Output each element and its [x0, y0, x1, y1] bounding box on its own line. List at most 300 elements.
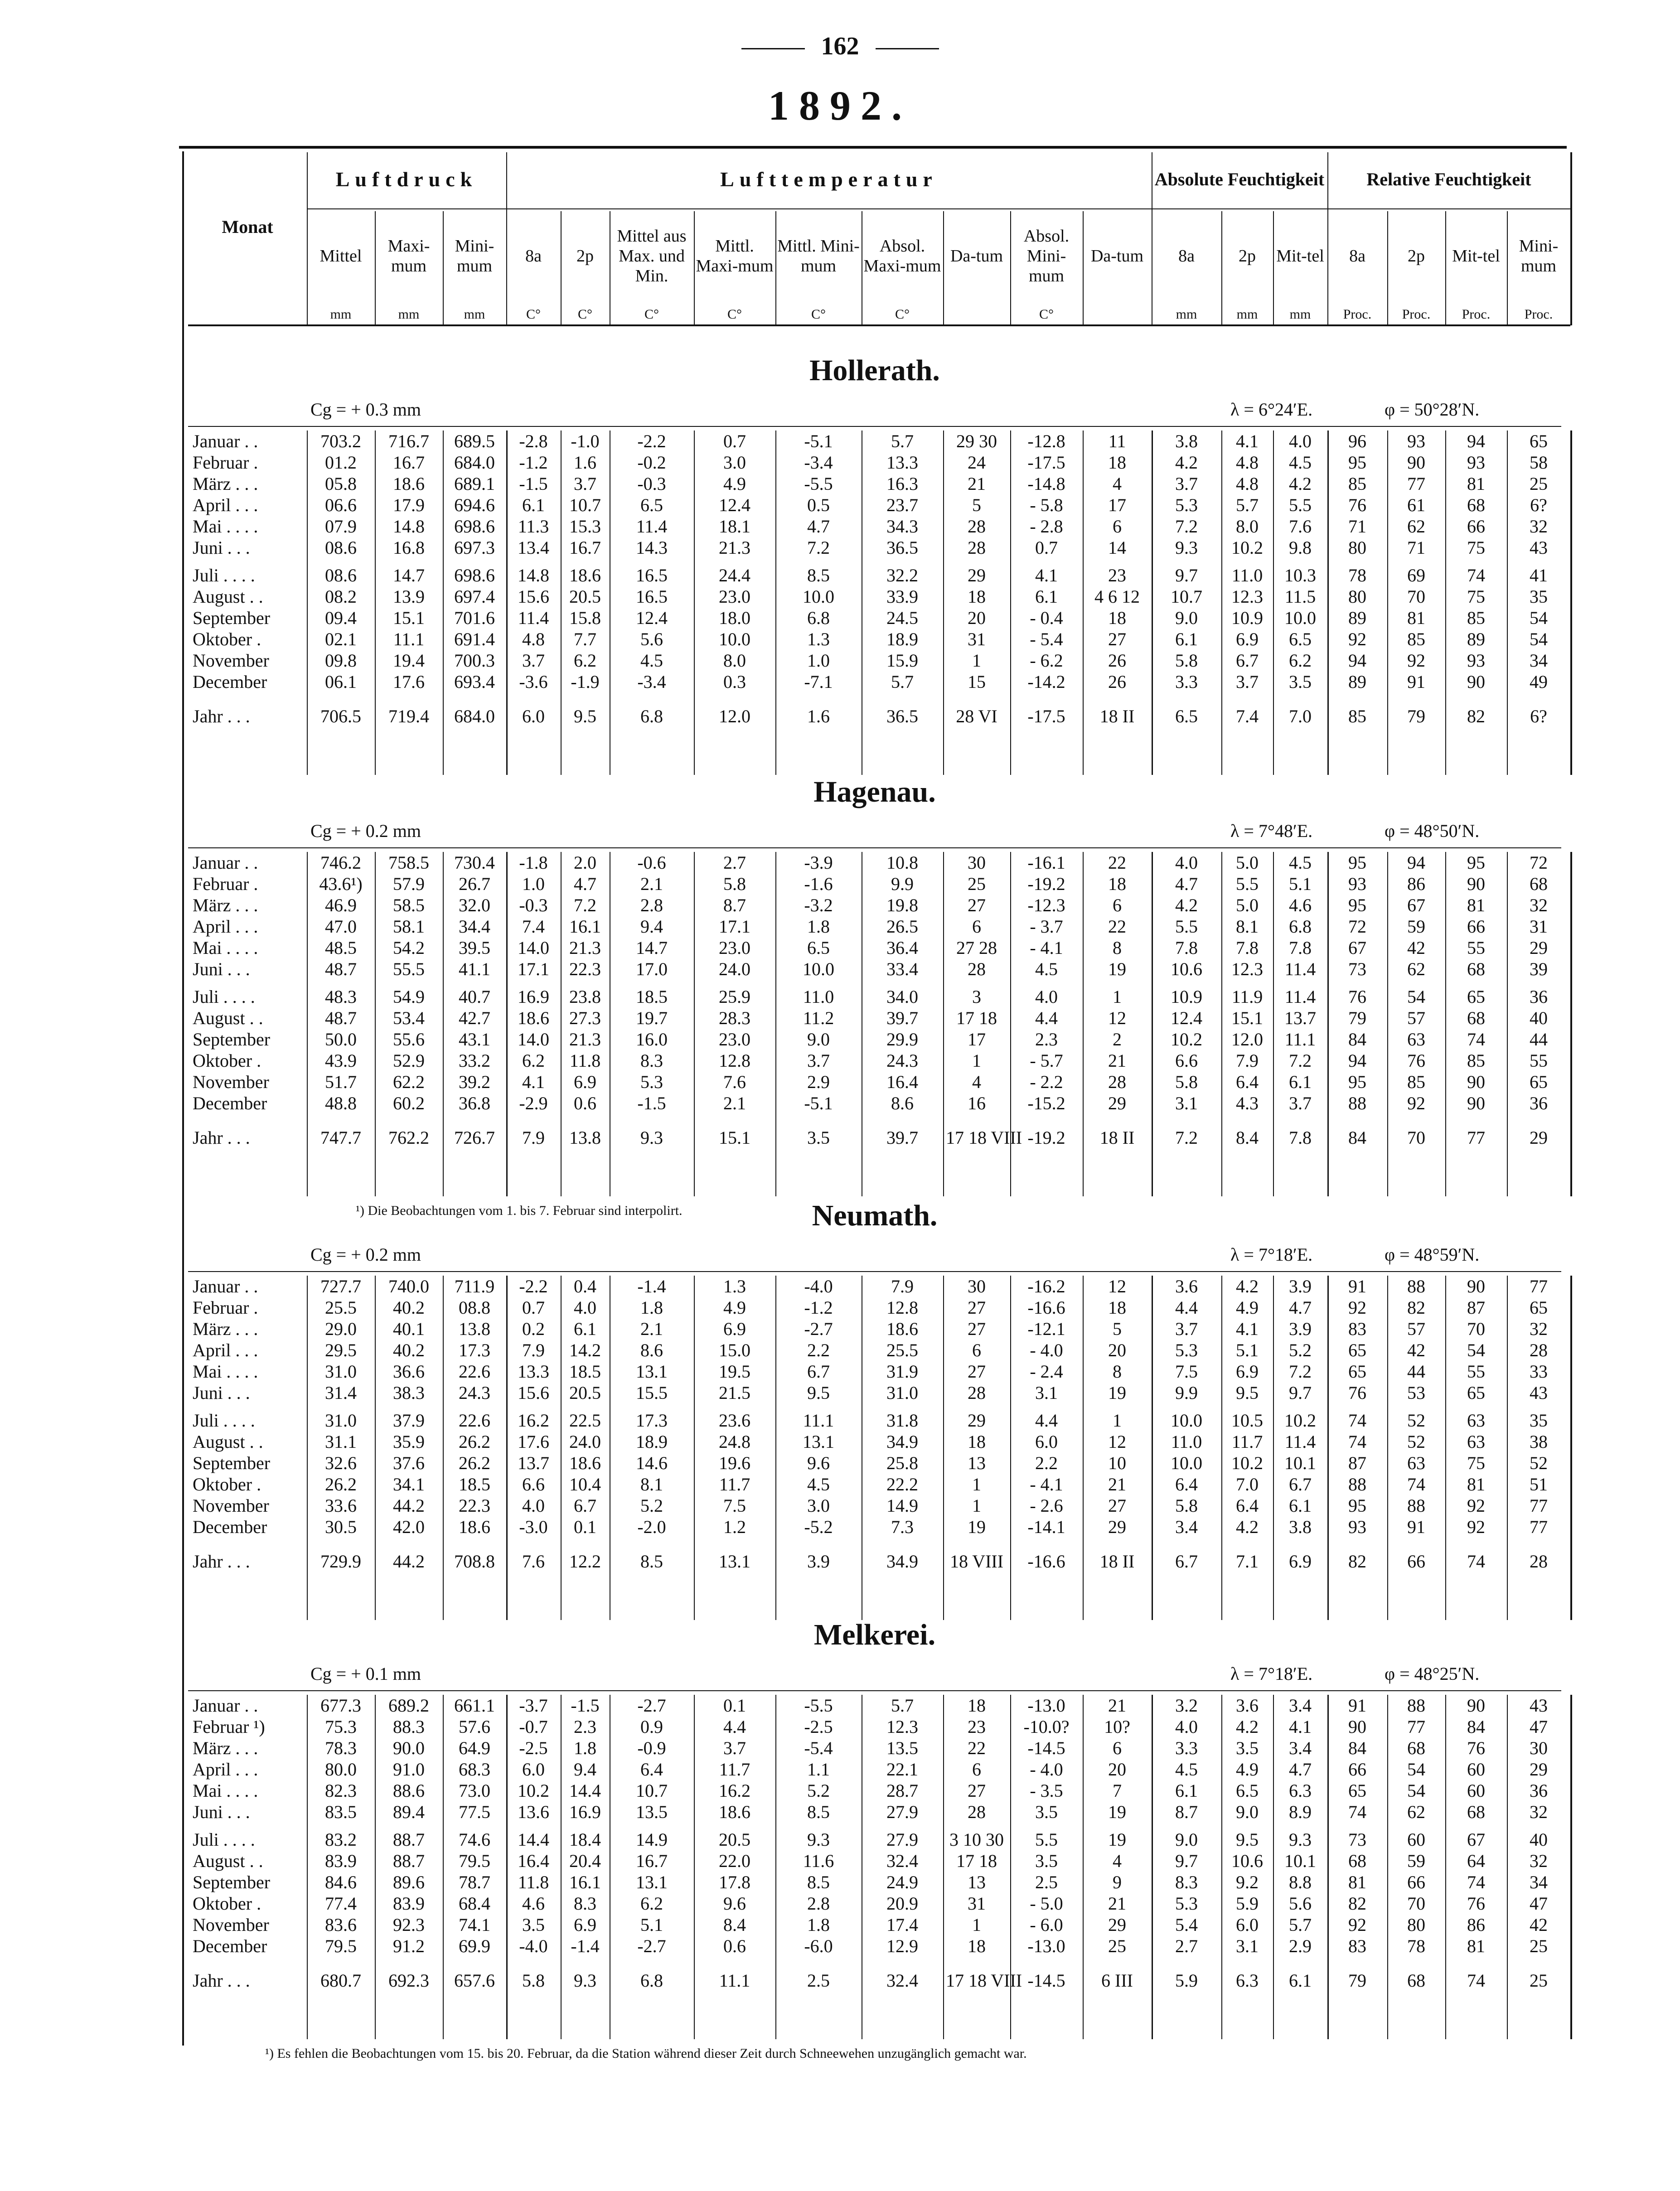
table-row [188, 1935, 1570, 1957]
table-cell: 7.2 [807, 537, 830, 558]
header-vline-minor [943, 211, 944, 325]
header-unit-1: mm [330, 306, 352, 322]
table-cell: 6.9 [574, 1072, 596, 1092]
table-cell: 8.5 [807, 1802, 830, 1822]
table-cell: -0.7 [519, 1717, 548, 1737]
table-cell: 16.1 [569, 1872, 601, 1892]
column-rule [1273, 1276, 1274, 1620]
table-cell: 1.3 [723, 1276, 746, 1296]
table-cell: -10.0? [1023, 1717, 1070, 1737]
header-unit-8: C° [811, 306, 826, 322]
table-cell: 20 [1108, 1759, 1126, 1780]
header-vline-minor [1221, 211, 1222, 325]
month-label: Januar . . [193, 852, 258, 873]
table-cell: 8.4 [723, 1915, 746, 1935]
table-cell: 89.4 [393, 1802, 425, 1822]
table-cell: -0.2 [637, 452, 666, 473]
table-cell: 14.2 [569, 1340, 601, 1360]
table-cell: -16.2 [1027, 1276, 1065, 1296]
table-cell: 13.8 [459, 1319, 490, 1339]
table-cell: 54 [1530, 629, 1548, 649]
table-cell: 3.4 [1175, 1517, 1198, 1537]
table-cell: -14.5 [1027, 1738, 1065, 1758]
month-label: Januar . . [193, 431, 258, 451]
table-cell: 4.6 [1289, 895, 1312, 915]
table-cell: 68 [1407, 1738, 1425, 1758]
month-label: Februar ¹) [193, 1717, 265, 1737]
table-cell: 59 [1407, 1851, 1425, 1871]
table-cell: 25 [1530, 474, 1548, 494]
table-cell: 27 [968, 1780, 986, 1801]
table-cell: 5.4 [1175, 1915, 1198, 1935]
table-cell: 2.5 [807, 1970, 830, 1991]
table-cell: 7.4 [522, 916, 545, 937]
table-cell: 4.5 [640, 650, 663, 671]
table-cell: 9.7 [1175, 565, 1198, 585]
table-cell: -3.9 [804, 852, 833, 873]
table-cell: 3.0 [723, 452, 746, 473]
table-cell: 2.3 [1035, 1029, 1058, 1050]
table-cell: 6.2 [574, 650, 596, 671]
column-rule [943, 852, 944, 1196]
table-cell: 27 28 [956, 938, 997, 958]
table-cell: 88.7 [393, 1829, 425, 1850]
header-lufttemperatur: Lufttemperatur [720, 167, 938, 191]
table-cell: 1 [1113, 987, 1122, 1007]
table-cell: 62 [1407, 1802, 1425, 1822]
table-row [188, 1410, 1570, 1431]
table-cell: 6.7 [574, 1495, 596, 1516]
table-cell: 88 [1348, 1093, 1366, 1113]
month-label: Jahr . . . [193, 1551, 250, 1572]
table-cell: 26 [1108, 672, 1126, 692]
table-cell: 23 [1108, 565, 1126, 585]
header-col-14: 2p [1239, 247, 1256, 266]
table-cell: 92.3 [393, 1915, 425, 1935]
table-cell: 1.3 [807, 629, 830, 649]
table-row [188, 1495, 1570, 1516]
column-rule [443, 852, 444, 1196]
table-cell: -1.5 [519, 474, 548, 494]
table-cell: 700.3 [454, 650, 495, 671]
table-cell: -3.6 [519, 672, 548, 692]
table-cell: 22.2 [886, 1474, 918, 1495]
table-cell: 5.6 [1289, 1893, 1312, 1914]
table-cell: 3.7 [1175, 474, 1198, 494]
table-cell: 36.4 [886, 938, 918, 958]
column-rule [561, 430, 562, 775]
table-cell: 85 [1348, 706, 1366, 726]
table-cell: 4.0 [522, 1495, 545, 1516]
table-row [188, 1431, 1570, 1452]
table-cell: 4.3 [1236, 1093, 1259, 1113]
table-cell: 22.3 [569, 959, 601, 979]
table-cell: 7.8 [1289, 1127, 1312, 1148]
table-cell: 90.0 [393, 1738, 425, 1758]
table-cell: -16.6 [1027, 1297, 1065, 1318]
table-cell: 29 [1530, 1759, 1548, 1780]
page-number-text: 162 [821, 32, 859, 60]
table-cell: 10.9 [1231, 608, 1263, 628]
table-cell: 11.5 [1284, 586, 1316, 607]
table-cell: 90 [1467, 1072, 1485, 1092]
table-cell: 11.8 [518, 1872, 549, 1892]
column-rule-right [1570, 1276, 1572, 1620]
table-cell: 6 III [1101, 1970, 1133, 1991]
table-cell: 15.8 [569, 608, 601, 628]
table-cell: 79 [1348, 1970, 1366, 1991]
column-rule [1221, 430, 1222, 775]
table-cell: 17 18 VIII [946, 1970, 1022, 1991]
table-cell: 1.8 [574, 1738, 596, 1758]
table-cell: 2.1 [640, 874, 663, 894]
table-cell: -13.0 [1027, 1936, 1065, 1956]
table-cell: 32.4 [886, 1970, 918, 1991]
table-cell: 16.8 [393, 537, 425, 558]
table-cell: 33.9 [886, 586, 918, 607]
table-row [188, 1516, 1570, 1538]
table-cell: -12.1 [1027, 1319, 1065, 1339]
table-cell: 6.7 [807, 1361, 830, 1382]
table-cell: 28 [968, 537, 986, 558]
table-cell: 684.0 [454, 706, 495, 726]
table-cell: 88 [1407, 1276, 1425, 1296]
table-cell: 11.1 [393, 629, 425, 649]
table-cell: 24.9 [886, 1872, 918, 1892]
table-cell: -19.2 [1027, 1127, 1065, 1148]
table-cell: 90 [1467, 672, 1485, 692]
table-cell: 12 [1108, 1276, 1126, 1296]
table-cell: 691.4 [454, 629, 495, 649]
table-cell: 34 [1530, 650, 1548, 671]
table-cell: 661.1 [454, 1695, 495, 1716]
table-cell: - 4.1 [1030, 938, 1063, 958]
table-cell: 20 [968, 608, 986, 628]
table-cell: 71 [1348, 516, 1366, 537]
table-cell: 32.6 [325, 1453, 357, 1473]
table-cell: 9.5 [1236, 1383, 1259, 1403]
table-cell: 33.2 [459, 1050, 490, 1071]
header-unit-6: C° [644, 306, 659, 322]
table-cell: 6 [972, 1340, 981, 1360]
table-cell: 4.7 [574, 874, 596, 894]
table-cell: 9.7 [1175, 1851, 1198, 1871]
table-cell: 1.1 [807, 1759, 830, 1780]
table-cell: 5.7 [891, 672, 914, 692]
table-cell: 13.5 [886, 1738, 918, 1758]
table-row [188, 1029, 1570, 1050]
table-cell: 18.6 [459, 1517, 490, 1537]
gap-cell [188, 1538, 1570, 1544]
table-cell: 9.3 [807, 1829, 830, 1850]
table-cell: 37.9 [393, 1410, 425, 1431]
table-cell: 0.7 [522, 1297, 545, 1318]
table-cell: 18 [968, 586, 986, 607]
dash-right [876, 48, 939, 49]
header-unit-4: C° [526, 306, 541, 322]
table-cell: 18 II [1099, 706, 1135, 726]
table-cell: 11.1 [719, 1970, 750, 1991]
table-cell: 79.5 [325, 1936, 357, 1956]
table-cell: 55 [1467, 938, 1485, 958]
table-cell: 23.0 [719, 586, 750, 607]
table-cell: 74 [1348, 1802, 1366, 1822]
table-cell: 54 [1407, 1780, 1425, 1801]
table-cell: 31 [1530, 916, 1548, 937]
table-cell: 14.0 [518, 938, 549, 958]
table-cell: 11.9 [1231, 987, 1263, 1007]
table-cell: 10.0 [1284, 608, 1316, 628]
column-rule [1221, 1695, 1222, 2039]
table-cell: 31.0 [325, 1361, 357, 1382]
table-cell: 7.2 [1175, 1127, 1198, 1148]
table-cell: -12.8 [1027, 431, 1065, 451]
table-cell: 24.0 [569, 1432, 601, 1452]
table-cell: -2.0 [637, 1517, 666, 1537]
station-section [188, 1618, 1561, 2061]
table-cell: 680.7 [320, 1970, 361, 1991]
table-cell: 0.6 [574, 1093, 596, 1113]
table-cell: 21.3 [569, 938, 601, 958]
table-cell: 37.6 [393, 1453, 425, 1473]
table-cell: 21.3 [569, 1029, 601, 1050]
table-cell: 3.2 [1175, 1695, 1198, 1716]
table-cell: 35 [1530, 1410, 1548, 1431]
table-cell: 31.4 [325, 1383, 357, 1403]
column-rule [1327, 1276, 1329, 1620]
table-cell: 47 [1530, 1893, 1548, 1914]
table-cell: 38 [1530, 1432, 1548, 1452]
table-cell: 57.6 [459, 1717, 490, 1737]
table-cell: 80 [1348, 537, 1366, 558]
header-vline-major [1327, 152, 1328, 325]
table-cell: 76 [1407, 1050, 1425, 1071]
table-cell: -16.6 [1027, 1551, 1065, 1572]
month-label: Juli . . . . [193, 987, 255, 1007]
table-cell: 42 [1407, 1340, 1425, 1360]
table-cell: 6.3 [1289, 1780, 1312, 1801]
table-cell: 92 [1467, 1495, 1485, 1516]
table-cell: 3.9 [1289, 1276, 1312, 1296]
table-cell: 74 [1467, 565, 1485, 585]
header-col-3: Mini-mum [455, 237, 494, 276]
table-cell: 10? [1104, 1717, 1130, 1737]
table-cell: 11.4 [518, 608, 549, 628]
table-cell: 15.1 [719, 1127, 750, 1148]
table-cell: 4.6 [522, 1893, 545, 1914]
column-rule [1507, 852, 1508, 1196]
table-cell: 81 [1467, 895, 1485, 915]
table-cell: 88.7 [393, 1851, 425, 1871]
table-cell: 6.4 [1175, 1474, 1198, 1495]
table-cell: 43 [1530, 537, 1548, 558]
table-cell: 15.6 [518, 1383, 549, 1403]
table-cell: -13.0 [1027, 1695, 1065, 1716]
table-cell: 8.3 [574, 1893, 596, 1914]
station-table [188, 852, 1570, 1148]
table-cell: 7.0 [1236, 1474, 1259, 1495]
table-cell: 16.9 [518, 987, 549, 1007]
table-cell: 76 [1467, 1738, 1485, 1758]
table-cell: 18.6 [886, 1319, 918, 1339]
table-row [188, 1276, 1570, 1297]
table-cell: 70 [1407, 586, 1425, 607]
table-cell: 701.6 [454, 608, 495, 628]
year-summary-row [188, 1963, 1570, 1991]
table-cell: 1.2 [723, 1517, 746, 1537]
header-unit-2: mm [398, 306, 420, 322]
table-cell: 17.8 [719, 1872, 750, 1892]
table-cell: 3.1 [1236, 1936, 1259, 1956]
table-cell: 88.6 [393, 1780, 425, 1801]
table-cell: -14.2 [1027, 672, 1065, 692]
table-cell: 7.8 [1175, 938, 1198, 958]
table-cell: 87 [1467, 1297, 1485, 1318]
table-cell: 25 [1530, 1936, 1548, 1956]
month-label: Jahr . . . [193, 706, 250, 726]
table-row [188, 1474, 1570, 1495]
table-cell: 11.7 [719, 1759, 750, 1780]
header-col-1: Mittel [320, 247, 362, 266]
month-label: März . . . [193, 895, 258, 915]
table-cell: -14.8 [1027, 474, 1065, 494]
table-cell: 4.4 [1175, 1297, 1198, 1318]
table-cell: 93 [1467, 650, 1485, 671]
table-cell: -14.1 [1027, 1517, 1065, 1537]
table-cell: 28 [968, 1802, 986, 1822]
table-cell: 36.8 [459, 1093, 490, 1113]
table-cell: 29 [1108, 1517, 1126, 1537]
month-label: November [193, 1072, 269, 1092]
table-cell: 12.3 [1231, 586, 1263, 607]
table-row [188, 607, 1570, 629]
table-cell: 3.7 [1236, 672, 1259, 692]
table-cell: 2.8 [807, 1893, 830, 1914]
column-rule [1327, 1695, 1329, 2039]
table-cell: 77 [1407, 1717, 1425, 1737]
column-rule [1507, 430, 1508, 775]
table-cell: 684.0 [454, 452, 495, 473]
table-cell: 36.6 [393, 1361, 425, 1382]
column-rule [506, 1695, 508, 2039]
table-cell: 6.5 [1175, 706, 1198, 726]
table-cell: 6.0 [522, 706, 545, 726]
station-rule [188, 1271, 1561, 1272]
station-name: Hollerath. [809, 354, 940, 387]
table-cell: 17 18 [956, 1008, 997, 1028]
table-cell: 10.0 [803, 959, 834, 979]
header-col-13: 8a [1178, 247, 1195, 266]
table-cell: 64.9 [459, 1738, 490, 1758]
table-cell: 73.0 [459, 1780, 490, 1801]
table-cell: 4.2 [1175, 452, 1198, 473]
column-rule [1221, 852, 1222, 1196]
table-cell: 0.7 [723, 431, 746, 451]
table-cell: 42.7 [459, 1008, 490, 1028]
column-rule [1152, 1695, 1153, 2039]
table-cell: 2.3 [574, 1717, 596, 1737]
table-cell: 7.2 [1289, 1050, 1312, 1071]
column-rule-right [1570, 1695, 1572, 2039]
table-cell: 66 [1348, 1759, 1366, 1780]
table-cell: 75 [1467, 586, 1485, 607]
table-cell: 65 [1530, 431, 1548, 451]
table-cell: 1.8 [807, 1915, 830, 1935]
month-label: September [193, 1029, 271, 1050]
month-label: Januar . . [193, 1695, 258, 1716]
table-cell: 10.8 [886, 852, 918, 873]
column-rule [375, 430, 376, 775]
table-cell: 65 [1348, 1780, 1366, 1801]
table-cell: 40 [1530, 1829, 1548, 1850]
table-cell: 63 [1467, 1432, 1485, 1452]
table-cell: 34.0 [886, 987, 918, 1007]
table-cell: 9.0 [1175, 608, 1198, 628]
table-cell: -5.1 [804, 431, 833, 451]
table-cell: 7.9 [891, 1276, 914, 1296]
table-cell: 9.0 [1236, 1802, 1259, 1822]
table-cell: 14.4 [518, 1829, 549, 1850]
month-label: Juli . . . . [193, 1829, 255, 1850]
month-label: September [193, 1453, 271, 1473]
table-cell: 11.1 [803, 1410, 834, 1431]
table-cell: 76 [1348, 987, 1366, 1007]
table-cell: 63 [1407, 1029, 1425, 1050]
table-cell: 22.0 [719, 1851, 750, 1871]
table-cell: 27 [968, 1297, 986, 1318]
table-cell: 32 [1530, 895, 1548, 915]
table-row [188, 1093, 1570, 1114]
table-cell: 72 [1530, 852, 1548, 873]
station-section [188, 1199, 1561, 1606]
month-label: März . . . [193, 474, 258, 494]
table-cell: 18.6 [569, 565, 601, 585]
table-cell: 48.5 [325, 938, 357, 958]
table-cell: 31.1 [325, 1432, 357, 1452]
table-cell: 69.9 [459, 1936, 490, 1956]
table-cell: 5.7 [1289, 1915, 1312, 1935]
table-cell: 0.1 [723, 1695, 746, 1716]
table-cell: 9.7 [1289, 1383, 1312, 1403]
month-label: Oktober . [193, 1474, 261, 1495]
table-cell: 4.0 [1175, 852, 1198, 873]
table-cell: 7 [1113, 1780, 1122, 1801]
table-cell: 6.2 [522, 1050, 545, 1071]
table-cell: 16.3 [886, 474, 918, 494]
header-col-6: Mittel aus Max. und Min. [617, 227, 687, 285]
table-cell: 55.5 [393, 959, 425, 979]
table-cell: - 6.0 [1030, 1915, 1063, 1935]
column-rule [694, 852, 695, 1196]
table-cell: 69 [1407, 565, 1425, 585]
table-cell: 32.0 [459, 895, 490, 915]
table-cell: 657.6 [454, 1970, 495, 1991]
table-cell: 13.1 [636, 1361, 668, 1382]
table-cell: 4 [972, 1072, 981, 1092]
table-cell: 27.9 [886, 1802, 918, 1822]
table-cell: -1.8 [519, 852, 548, 873]
table-cell: 16.2 [719, 1780, 750, 1801]
table-cell: -1.0 [571, 431, 600, 451]
table-cell: 78 [1407, 1936, 1425, 1956]
column-rule [1083, 1276, 1084, 1620]
table-cell: 3.8 [1175, 431, 1198, 451]
table-cell: 3 10 30 [949, 1829, 1004, 1850]
table-cell: 6.4 [1236, 1072, 1259, 1092]
table-cell: 91.0 [393, 1759, 425, 1780]
table-cell: 62.2 [393, 1072, 425, 1092]
table-cell: 3.7 [1289, 1093, 1312, 1113]
